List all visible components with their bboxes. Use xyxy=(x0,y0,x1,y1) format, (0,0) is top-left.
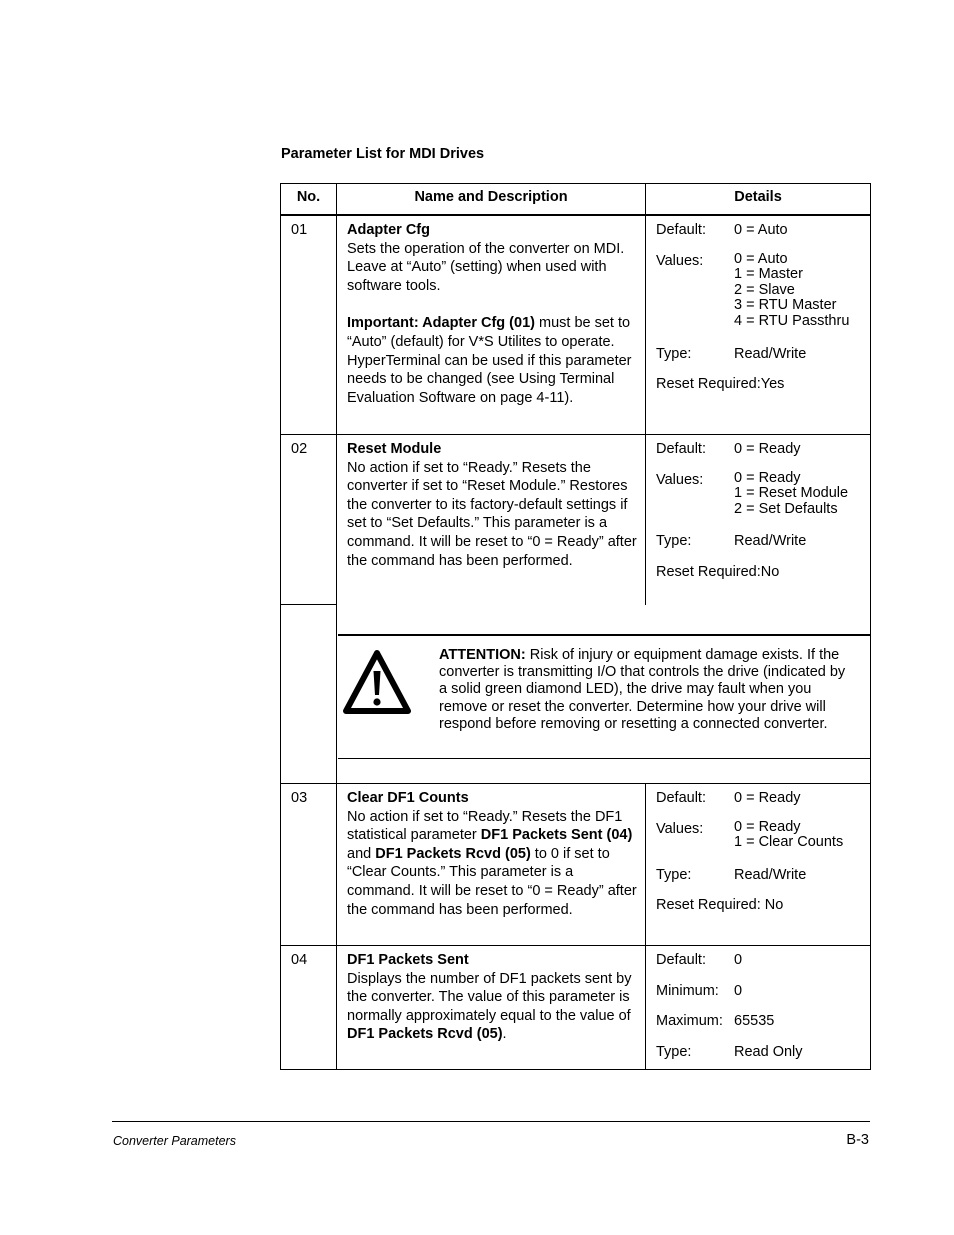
row-divider xyxy=(281,604,336,605)
attention-bottom-rule xyxy=(338,758,870,759)
col-divider xyxy=(645,946,646,1069)
row-divider xyxy=(281,945,870,946)
values-list: 0 = Ready 1 = Clear Counts xyxy=(734,818,844,851)
values-list: 0 = Auto 1 = Master 2 = Slave 3 = RTU Master 4 = RTU Passthru xyxy=(734,250,850,329)
header-no: No. xyxy=(296,189,321,205)
values-list: 0 = Ready 1 = Reset Module 2 = Set Defaults xyxy=(734,469,849,517)
row-details: Default: 0 Minimum: 0 Maximum: 65535 Type: Read Only xyxy=(656,952,803,1060)
row-details: Default: 0 = Auto Values: 0 = Auto 1 = Master 2 = Slave 3 = RTU Master 4 = RTU Passthru Type: Read/Write Reset Required:Yes xyxy=(656,222,850,393)
col-divider xyxy=(645,215,646,434)
row-description xyxy=(347,951,639,1044)
attention-text: ATTENTION: Risk of injury or equipment damage exists. If the converter is transmitting I/O that controls the drive (indicated by a solid green diamond LED), the drive may fault when you remove or reset the converter. Determine how your drive will respond before removing or resetting a connected converter. xyxy=(439,647,846,732)
row-divider xyxy=(281,783,870,784)
row-number: 04 xyxy=(291,952,308,968)
important-note: Important: Adapter Cfg (01) must be set to “Auto” (default) for V*S Utilites to operate. HyperTerminal can be used if this parameter needs to be changed (see Using Terminal Evaluation Software on page 4-11). xyxy=(347,315,632,406)
param-desc: Sets the operation of the converter on MDI. Leave at “Auto” (setting) when used with software tools. xyxy=(347,240,625,294)
row-details: Default: 0 = Ready Values: 0 = Ready 1 = Clear Counts Type: Read/Write Reset Required: No xyxy=(656,790,844,914)
row-description xyxy=(347,221,639,407)
attention-top-rule xyxy=(338,634,870,636)
param-desc: No action if set to “Ready.” Resets the converter if set to “Reset Module.” Restores the converter to its factory-default settings if set to “Set Defaults.” This parameter is a command. It will be reset to “0 = Ready” after the command has been performed. xyxy=(347,459,637,569)
row-description xyxy=(347,440,639,570)
param-name: Reset Module xyxy=(347,441,442,457)
row-details: Default: 0 = Ready Values: 0 = Ready 1 = Reset Module 2 = Set Defaults Type: Read/Write Reset Required:No xyxy=(656,441,849,580)
page-title: Parameter List for MDI Drives xyxy=(281,146,485,162)
param-desc: Displays the number of DF1 packets sent by the converter. The value of this parameter is normally approximately equal to the value of DF1 Packets Rcvd (05). xyxy=(347,970,632,1043)
header-name: Name and Description xyxy=(414,189,568,205)
parameter-table xyxy=(280,183,871,1070)
header-divider xyxy=(281,214,870,216)
col-divider xyxy=(645,784,646,945)
footer-rule xyxy=(112,1121,870,1122)
col-divider xyxy=(336,784,337,945)
row-divider xyxy=(281,434,870,435)
param-name: Adapter Cfg xyxy=(347,222,430,238)
row-number: 01 xyxy=(291,222,308,238)
page-number: B-3 xyxy=(846,1132,869,1148)
col-divider xyxy=(336,215,337,434)
warning-triangle-icon xyxy=(343,649,411,717)
header-details: Details xyxy=(734,189,782,205)
col-divider xyxy=(336,946,337,1069)
param-desc: No action if set to “Ready.” Resets the DF1 statistical parameter DF1 Packets Sent (04) and DF1 Packets Rcvd (05) to 0 if set to “Clear Counts.” This parameter is a command. It will be reset to “0 = Ready” after the command has been performed. xyxy=(347,808,637,918)
footer-section-title: Converter Parameters xyxy=(113,1134,236,1148)
param-name: Clear DF1 Counts xyxy=(347,790,469,806)
row-description xyxy=(347,789,639,919)
row-number: 03 xyxy=(291,790,308,806)
param-name: DF1 Packets Sent xyxy=(347,952,469,968)
col-divider xyxy=(645,435,646,605)
col-divider xyxy=(336,435,337,783)
row-number: 02 xyxy=(291,441,308,457)
